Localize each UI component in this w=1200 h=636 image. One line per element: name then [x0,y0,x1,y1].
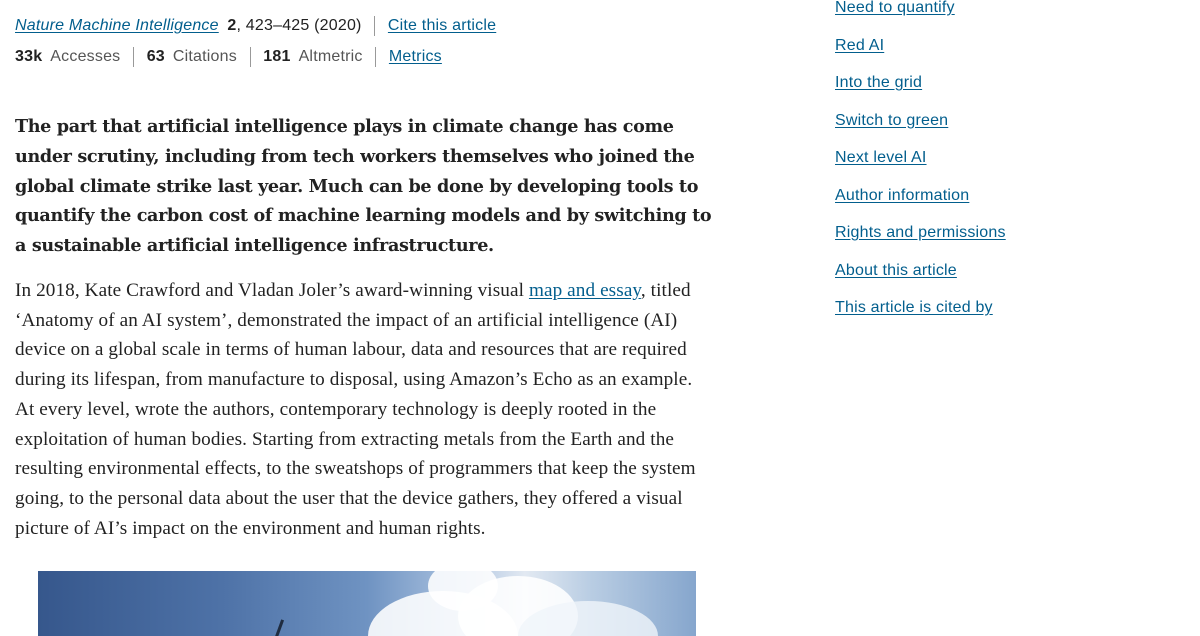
metrics-line [15,46,442,68]
nav-link-rights-and-permissions[interactable]: Rights and permissions [835,224,1006,241]
article-figure-image [38,571,696,636]
nav-item-into-the-grid [835,73,1006,111]
divider [133,47,134,67]
altmetric-count: 181 [263,48,291,65]
metrics-link[interactable]: Metrics [388,48,442,65]
article-body-paragraph [15,276,715,543]
accesses-count: 33k [15,48,43,65]
nav-link-into-the-grid[interactable]: Into the grid [835,74,923,91]
cite-this-article-link[interactable]: Cite this article [387,17,497,34]
article-standfirst: The part that artificial intelligence plays in climate change has come under scrutiny, including from tech workers themselves who joined the global climate strike last year. Much can be done by developing tools to quantify the carbon cost of machine learning models and by switching to a sustainable artificial intelligence infrastructure. [15,116,712,257]
citations-label: Citations [172,48,237,65]
nav-link-red-ai[interactable]: Red AI [835,36,885,54]
nav-link-about-this-article[interactable]: About this article [835,261,957,279]
nav-item-rights-and-permissions [835,223,1006,261]
nav-item-switch-to-green [835,111,1006,149]
nav-item-next-level-ai [835,148,1006,186]
nav-link-author-information[interactable]: Author information [835,186,970,204]
nav-item-red-ai [835,36,1006,74]
accesses-label: Accesses [50,48,121,65]
nav-item-need-to-quantify [835,0,1006,36]
citations-count: 63 [146,48,165,65]
map-and-essay-link[interactable]: map and essay [528,280,641,301]
body-text-start: In 2018, Kate Crawford and Vladan Joler’s award-winning visual [15,280,529,301]
pages-year: , 423–425 (2020) [236,17,362,34]
altmetric-label: Altmetric [298,48,363,65]
nav-item-about-this-article [835,261,1006,299]
nav-item-cited-by [835,298,1006,336]
citation-line [15,15,496,37]
divider [375,47,376,67]
article-section-nav [835,0,1006,336]
nav-link-switch-to-green[interactable]: Switch to green [835,111,949,129]
nav-link-need-to-quantify[interactable]: Need to quantify [835,0,955,16]
divider [250,47,251,67]
turbine-blade [271,619,284,636]
volume-number: 2 [227,17,237,34]
divider [374,16,375,36]
nav-item-author-information [835,186,1006,224]
journal-link[interactable]: Nature Machine Intelligence [15,17,219,34]
nav-link-cited-by[interactable]: This article is cited by [835,299,993,316]
nav-link-next-level-ai[interactable]: Next level AI [835,149,927,166]
body-text-rest: , titled ‘Anatomy of an AI system’, demonstrated the impact of an artificial intelligence (AI) device on a global scale in terms of human labour, data and resources that are required during its lifespan, from manufacture to disposal, using Amazon’s Echo as an example. At every level, wrote the authors, contemporary technology is deeply rooted in the exploitation of human bodies. Starting from extracting metals from the Earth and the resulting environmental effects, to the sweatshops of programmers that keep the system going, to the personal data about the user that the device gathers, they offered a visual picture of AI’s impact on the environment and human rights. [15,280,696,539]
